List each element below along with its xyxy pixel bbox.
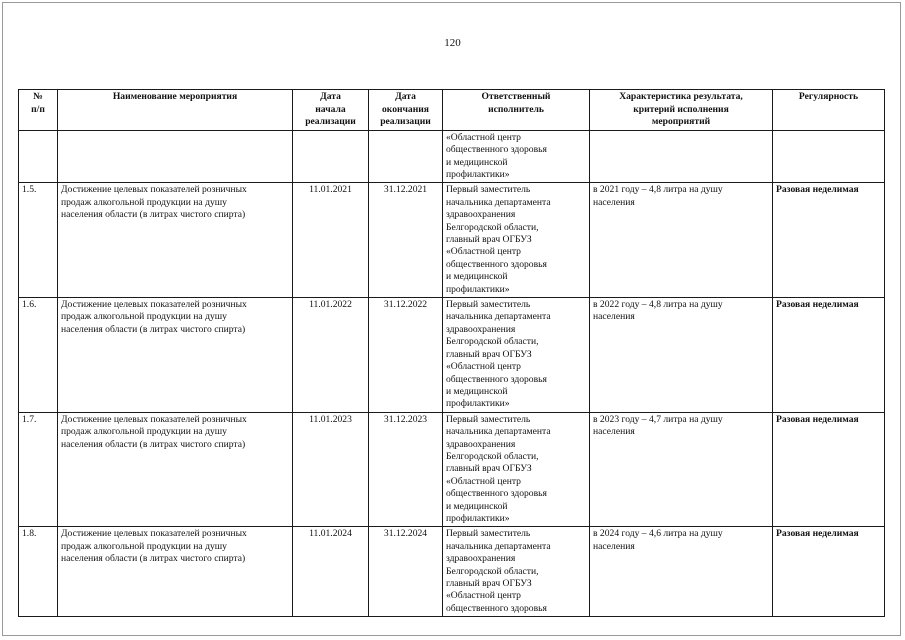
cell-start-date: 11.01.2021 xyxy=(293,183,369,298)
cell-regularity: Разовая неделимая xyxy=(773,183,885,298)
activities-table xyxy=(18,89,885,617)
cell-number: 1.8. xyxy=(19,527,58,617)
header-end-date: Дата окончания реализации xyxy=(369,90,443,131)
cell-number: 1.5. xyxy=(19,183,58,298)
cell-start-date: 11.01.2022 xyxy=(293,298,369,413)
header-start-date: Дата начала реализации xyxy=(293,90,369,131)
cell-end-date xyxy=(369,130,443,183)
cell-number xyxy=(19,130,58,183)
cell-end-date: 31.12.2023 xyxy=(369,412,443,527)
cell-result: в 2021 году – 4,8 литра на душу населения xyxy=(590,183,773,298)
cell-start-date: 11.01.2023 xyxy=(293,412,369,527)
cell-regularity xyxy=(773,130,885,183)
table-row xyxy=(19,412,885,527)
header-result: Характеристика результата, критерий исполнения мероприятий xyxy=(590,90,773,131)
header-executor: Ответственный исполнитель xyxy=(443,90,590,131)
cell-regularity: Разовая неделимая xyxy=(773,298,885,413)
header-number: № п/п xyxy=(19,90,58,131)
table-row xyxy=(19,298,885,413)
cell-event-name xyxy=(58,130,293,183)
table-header-row xyxy=(19,90,885,131)
table-row xyxy=(19,527,885,617)
page-number: 120 xyxy=(444,37,461,49)
cell-result: в 2024 году – 4,6 литра на душу населения xyxy=(590,527,773,617)
cell-result xyxy=(590,130,773,183)
cell-event-name: Достижение целевых показателей розничных продаж алкогольной продукции на душу населения области (в литрах чистого спирта) xyxy=(58,412,293,527)
cell-executor: «Областной центр общественного здоровья и медицинской профилактики» xyxy=(443,130,590,183)
cell-result: в 2023 году – 4,7 литра на душу населения xyxy=(590,412,773,527)
cell-executor: Первый заместитель начальника департамента здравоохранения Белгородской области, главный врач ОГБУЗ «Областной центр общественного здоровья и медицинской профилактики» xyxy=(443,298,590,413)
cell-event-name: Достижение целевых показателей розничных продаж алкогольной продукции на душу населения области (в литрах чистого спирта) xyxy=(58,298,293,413)
table-row-continuation xyxy=(19,130,885,183)
cell-executor: Первый заместитель начальника департамента здравоохранения Белгородской области, главный врач ОГБУЗ «Областной центр общественного здоровья и медицинской профилактики» xyxy=(443,183,590,298)
cell-start-date: 11.01.2024 xyxy=(293,527,369,617)
cell-event-name: Достижение целевых показателей розничных продаж алкогольной продукции на душу населения области (в литрах чистого спирта) xyxy=(58,183,293,298)
cell-number: 1.6. xyxy=(19,298,58,413)
cell-start-date xyxy=(293,130,369,183)
cell-result: в 2022 году – 4,8 литра на душу населения xyxy=(590,298,773,413)
cell-regularity: Разовая неделимая xyxy=(773,412,885,527)
cell-regularity: Разовая неделимая xyxy=(773,527,885,617)
cell-event-name: Достижение целевых показателей розничных продаж алкогольной продукции на душу населения области (в литрах чистого спирта) xyxy=(58,527,293,617)
cell-end-date: 31.12.2022 xyxy=(369,298,443,413)
header-regularity: Регулярность xyxy=(773,90,885,131)
cell-executor: Первый заместитель начальника департамента здравоохранения Белгородской области, главный врач ОГБУЗ «Областной центр общественного здоровья xyxy=(443,527,590,617)
header-event-name: Наименование мероприятия xyxy=(58,90,293,131)
cell-number: 1.7. xyxy=(19,412,58,527)
table-row xyxy=(19,183,885,298)
cell-end-date: 31.12.2021 xyxy=(369,183,443,298)
cell-executor: Первый заместитель начальника департамента здравоохранения Белгородской области, главный врач ОГБУЗ «Областной центр общественного здоровья и медицинской профилактики» xyxy=(443,412,590,527)
cell-end-date: 31.12.2024 xyxy=(369,527,443,617)
